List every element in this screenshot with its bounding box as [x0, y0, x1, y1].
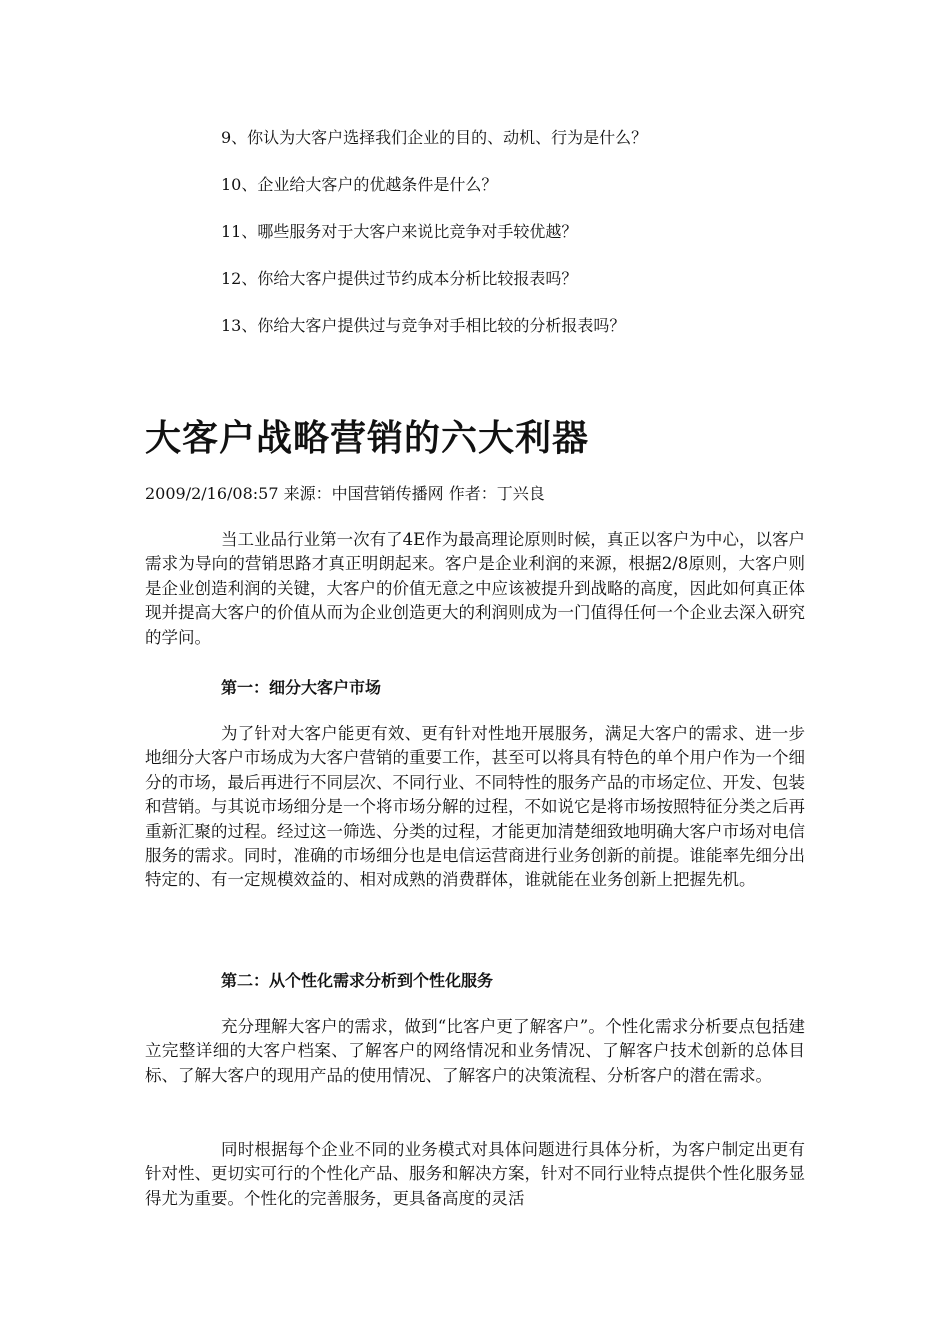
question-item: 9、你认为大客户选择我们企业的目的、动机、行为是什么？: [221, 128, 648, 147]
question-item: 12、你给大客户提供过节约成本分析比较报表吗？: [221, 269, 578, 288]
intro-paragraph: 当工业品行业第一次有了4E作为最高理论原则时候，真正以客户为中心，以客户需求为导向的营销思路才真正明朗起来。客户是企业利润的来源，根据2/8原则，大客户则是企业创造利润的关键，大客户的价值无意之中应该被提升到战略的高度，因此如何真正体现并提高大客户的价值从而为企业创造更大的利润则成为一门值得任何一个企业去深入研究的学问。: [145, 530, 805, 647]
section2-paragraph: 同时根据每个企业不同的业务模式对具体问题进行具体分析，为客户制定出更有针对性、更切实可行的个性化产品、服务和解决方案，针对不同行业特点提供个性化服务显得尤为重要。个性化的完善服务，更具备高度的灵活: [145, 1140, 805, 1208]
section-heading: 第一：细分大客户市场: [221, 678, 382, 697]
article-meta: 2009/2/16/08:57 来源：中国营销传播网 作者：丁兴良: [145, 484, 545, 503]
section2-paragraph: 充分理解大客户的需求，做到“比客户更了解客户”。个性化需求分析要点包括建立完整详细的大客户档案、了解客户的网络情况和业务情况、了解客户技术创新的总体目标、了解大客户的现用产品的使用情况、了解客户的决策流程、分析客户的潜在需求。: [145, 1017, 805, 1085]
article-title: 大客户战略营销的六大利器: [145, 417, 590, 459]
section1-paragraph: 为了针对大客户能更有效、更有针对性地开展服务，满足大客户的需求、进一步地细分大客户市场成为大客户营销的重要工作，甚至可以将具有特色的单个用户作为一个细分的市场，最后再进行不同层次、不同行业、不同特性的服务产品的市场定位、开发、包装和营销。与其说市场细分是一个将市场分解的过程，不如说它是将市场按照特征分类之后再重新汇聚的过程。经过这一筛选、分类的过程，才能更加清楚细致地明确大客户市场对电信服务的需求。同时，准确的市场细分也是电信运营商进行业务创新的前提。谁能率先细分出特定的、有一定规模效益的、相对成熟的消费群体，谁就能在业务创新上把握先机。: [145, 724, 805, 890]
question-item: 13、你给大客户提供过与竞争对手相比较的分析报表吗？: [221, 316, 626, 335]
question-item: 11、哪些服务对于大客户来说比竞争对手较优越？: [221, 222, 578, 241]
section-heading: 第二：从个性化需求分析到个性化服务: [221, 971, 494, 990]
question-item: 10、企业给大客户的优越条件是什么？: [221, 175, 498, 194]
